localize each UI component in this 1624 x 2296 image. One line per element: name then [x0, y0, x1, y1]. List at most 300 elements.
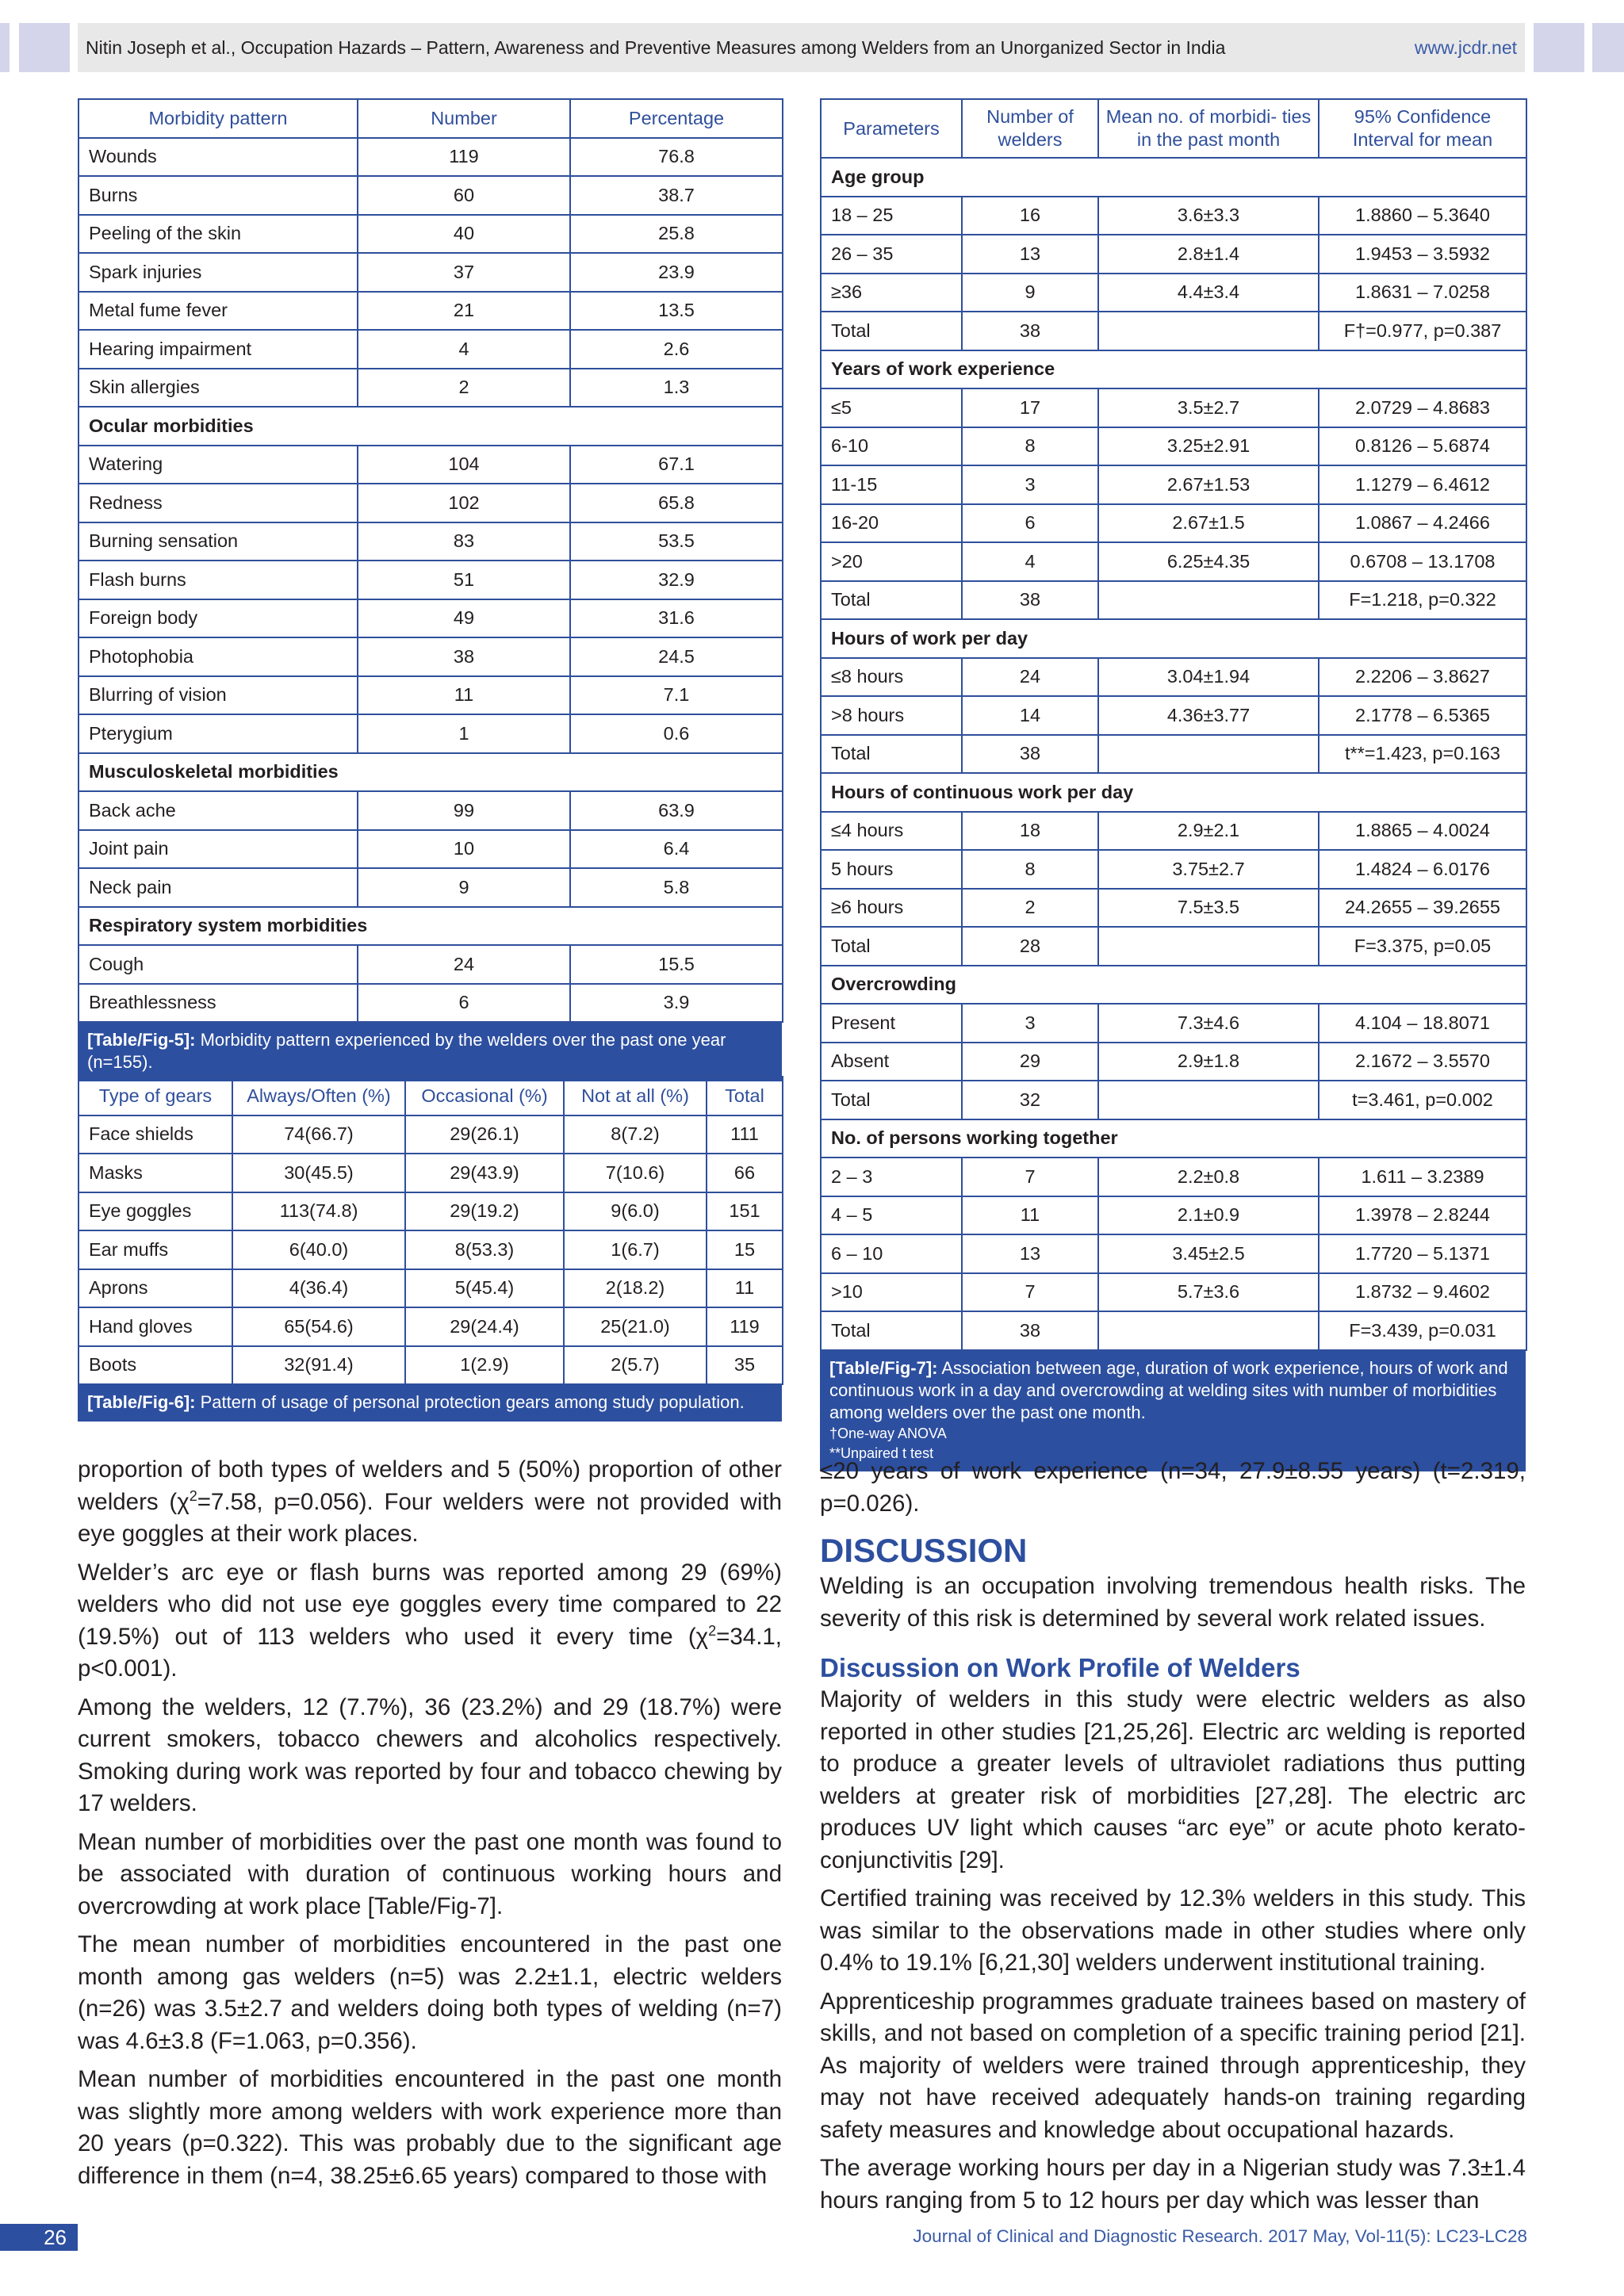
paragraph: Apprenticeship programmes graduate trainees based on mastery of skills, and not based on completion of a specific training period [21]. As majority of welders were trained through apprenticeship, they may not have received adequately hands-on training regarding safety measures and knowledge about occupational hazards.	[820, 1988, 1526, 2143]
table-cell: 15.5	[570, 945, 783, 984]
table-row	[79, 1230, 783, 1269]
table-cell: Eye goggles	[79, 1192, 232, 1231]
table-cell: 24.2655 – 39.2655	[1319, 889, 1526, 928]
table-cell: 1	[358, 714, 570, 753]
table-cell: 7.5±3.5	[1098, 889, 1319, 928]
table-row	[79, 984, 783, 1023]
right-text-column	[820, 1456, 1526, 2223]
table-cell: 31.6	[570, 599, 783, 638]
running-title: Nitin Joseph et al., Occupation Hazards – Pattern, Awareness and Preventive Measures among Welders from an Unorganized Sector in India	[86, 36, 1226, 58]
table-cell: 29	[962, 1043, 1098, 1081]
table-cell: 151	[707, 1192, 783, 1231]
table-caption	[820, 1351, 1526, 1471]
table-row	[821, 542, 1526, 581]
table-cell: Photophobia	[79, 637, 358, 676]
table-row	[79, 676, 783, 715]
table-cell: 5(45.4)	[405, 1269, 564, 1308]
table-cell: 11-15	[821, 465, 962, 504]
table-cell: 11	[358, 676, 570, 715]
table-cell: 51	[358, 561, 570, 599]
table-row	[821, 465, 1526, 504]
table-header: Type of gears	[79, 1077, 232, 1115]
table-cell: 18 – 25	[821, 197, 962, 235]
table-cell: 1.9453 – 3.5932	[1319, 235, 1526, 274]
table-cell: 3.45±2.5	[1098, 1234, 1319, 1273]
table-cell: Neck pain	[79, 868, 358, 907]
table-cell: 3.6±3.3	[1098, 197, 1319, 235]
table-cell: 13	[962, 235, 1098, 274]
table-cell: 4.36±3.77	[1098, 696, 1319, 735]
table-cell: Absent	[821, 1043, 962, 1081]
table-row	[821, 312, 1526, 350]
table-header: Number	[358, 99, 570, 138]
table-header: Always/Often (%)	[232, 1077, 405, 1115]
running-header	[78, 23, 1525, 72]
table-header: Occasional (%)	[405, 1077, 564, 1115]
table-cell: 63.9	[570, 791, 783, 830]
table-cell: 13	[962, 1234, 1098, 1273]
table-header: Mean no. of morbidi- ties in the past month	[1098, 99, 1319, 158]
table-cell: 1.8865 – 4.0024	[1319, 812, 1526, 851]
table-row	[79, 176, 783, 215]
table-cell: F†=0.977, p=0.387	[1319, 312, 1526, 350]
table-section-row	[821, 158, 1526, 197]
table-cell: 3.5±2.7	[1098, 388, 1319, 427]
table-cell: 1.8732 – 9.4602	[1319, 1273, 1526, 1312]
table-cell: 5.8	[570, 868, 783, 907]
table-cell: Back ache	[79, 791, 358, 830]
table-cell: Face shields	[79, 1115, 232, 1154]
table-section-label: Hours of continuous work per day	[821, 773, 1526, 812]
morbidity-pattern-table	[78, 98, 783, 1023]
table-cell: 26 – 35	[821, 235, 962, 274]
table-cell: 38	[962, 581, 1098, 620]
table-cell: Burns	[79, 176, 358, 215]
table-row	[79, 484, 783, 522]
table-cell: >10	[821, 1273, 962, 1312]
table-cell: Breathlessness	[79, 984, 358, 1023]
caption-text: Morbidity pattern experienced by the welders over the past one year (n=155).	[87, 1030, 726, 1072]
table-cell: Watering	[79, 446, 358, 484]
table-cell: 2.1778 – 6.5365	[1319, 696, 1526, 735]
table-cell: 16-20	[821, 504, 962, 543]
table-cell: Boots	[79, 1346, 232, 1385]
table-row	[821, 1311, 1526, 1350]
caption-label: [Table/Fig-5]:	[87, 1030, 196, 1050]
table-cell: ≥36	[821, 274, 962, 312]
table-cell: 38	[962, 1311, 1098, 1350]
table-cell: 3.25±2.91	[1098, 427, 1319, 466]
table-cell: 65.8	[570, 484, 783, 522]
table-fig-5	[78, 98, 782, 1081]
table-section-label: Hours of work per day	[821, 619, 1526, 658]
table-cell: 3.9	[570, 984, 783, 1023]
table-footnote: †One-way ANOVA	[829, 1425, 947, 1441]
table-row	[821, 658, 1526, 697]
table-cell: 40	[358, 215, 570, 254]
table-cell: 5.7±3.6	[1098, 1273, 1319, 1312]
table-cell: 23.9	[570, 253, 783, 292]
table-cell: 24	[962, 658, 1098, 697]
table-caption	[78, 1385, 782, 1422]
table-header: Parameters	[821, 99, 962, 158]
table-cell: 1.7720 – 5.1371	[1319, 1234, 1526, 1273]
table-cell: 3.04±1.94	[1098, 658, 1319, 697]
table-row	[79, 253, 783, 292]
table-cell: 1.4824 – 6.0176	[1319, 850, 1526, 889]
table-row	[821, 889, 1526, 928]
paragraph: Welding is an occupation involving tremendous health risks. The severity of this risk is determined by several work related issues.	[820, 1573, 1526, 1632]
table-section-label: No. of persons working together	[821, 1119, 1526, 1158]
table-cell: 2	[962, 889, 1098, 928]
table-cell: t=3.461, p=0.002	[1319, 1081, 1526, 1119]
table-cell: 10	[358, 830, 570, 869]
table-cell: Total	[821, 581, 962, 620]
paragraph	[78, 1454, 782, 1551]
table-cell: Ear muffs	[79, 1230, 232, 1269]
table-row	[79, 215, 783, 254]
table-cell: 35	[707, 1346, 783, 1385]
table-footnote: **Unpaired t test	[829, 1445, 934, 1461]
table-row	[821, 1081, 1526, 1119]
table-cell: 32(91.4)	[232, 1346, 405, 1385]
table-row	[821, 504, 1526, 543]
table-cell: >20	[821, 542, 962, 581]
table-cell: 66	[707, 1154, 783, 1192]
text: =34.1, p<0.001).	[78, 1623, 782, 1682]
table-cell: Spark injuries	[79, 253, 358, 292]
table-cell: 25(21.0)	[564, 1307, 707, 1346]
table-cell: Redness	[79, 484, 358, 522]
table-cell: 2	[358, 369, 570, 408]
table-row	[79, 945, 783, 984]
table-cell: 104	[358, 446, 570, 484]
table-row	[79, 868, 783, 907]
table-cell: 21	[358, 292, 570, 331]
caption-text: Pattern of usage of personal protection gears among study population.	[200, 1392, 745, 1412]
table-cell: 7.1	[570, 676, 783, 715]
table-cell: 111	[707, 1115, 783, 1154]
table-cell: ≥6 hours	[821, 889, 962, 928]
table-row	[79, 522, 783, 561]
table-cell: 0.8126 – 5.6874	[1319, 427, 1526, 466]
table-row	[821, 927, 1526, 966]
table-cell: 7(10.6)	[564, 1154, 707, 1192]
table-cell: 13.5	[570, 292, 783, 331]
table-cell: 2 – 3	[821, 1158, 962, 1196]
table-row	[79, 446, 783, 484]
table-cell: 83	[358, 522, 570, 561]
protective-gear-table	[78, 1076, 783, 1385]
table-cell: Present	[821, 1004, 962, 1043]
superscript: 2	[189, 1487, 197, 1504]
table-cell: 60	[358, 176, 570, 215]
table-section-label: Respiratory system morbidities	[79, 907, 783, 946]
table-row	[79, 138, 783, 177]
table-cell: Total	[821, 312, 962, 350]
table-cell: 15	[707, 1230, 783, 1269]
table-cell: 2.1672 – 3.5570	[1319, 1043, 1526, 1081]
table-cell: 24.5	[570, 637, 783, 676]
table-cell: 2.2206 – 3.8627	[1319, 658, 1526, 697]
table-section-row	[821, 619, 1526, 658]
table-header: Number of welders	[962, 99, 1098, 158]
table-section-label: Musculoskeletal morbidities	[79, 753, 783, 792]
paragraph: Majority of welders in this study were electric welders as also reported in other studies [21,25,26]. Electric arc welding is reported to produce a greater levels of ultraviolet radiations thus putting welders at greater risk of morbidities [27,28]. The electric arc produces UV light which causes “arc eye” or acute photo kerato-conjunctivitis [29].	[820, 1686, 1526, 1873]
caption-text: Association between age, duration of work experience, hours of work and continuous work in a day and overcrowding at welding sites with number of morbidities among welders over the past one month.	[829, 1357, 1508, 1422]
table-cell	[1098, 1081, 1319, 1119]
table-cell: 3.75±2.7	[1098, 850, 1319, 889]
table-cell	[1098, 1311, 1319, 1350]
table-cell: ≤4 hours	[821, 812, 962, 851]
table-cell: 1.0867 – 4.2466	[1319, 504, 1526, 543]
table-cell: 38	[962, 735, 1098, 774]
table-cell	[1098, 735, 1319, 774]
table-section-label: Years of work experience	[821, 350, 1526, 389]
table-cell: 74(66.7)	[232, 1115, 405, 1154]
table-cell: 119	[358, 138, 570, 177]
table-row	[79, 1307, 783, 1346]
table-section-row	[821, 966, 1526, 1004]
caption-label: [Table/Fig-7]:	[829, 1357, 938, 1378]
table-cell: >8 hours	[821, 696, 962, 735]
table-cell: 8(53.3)	[405, 1230, 564, 1269]
table-cell: 1.611 – 3.2389	[1319, 1158, 1526, 1196]
table-cell: 30(45.5)	[232, 1154, 405, 1192]
table-cell: 16	[962, 197, 1098, 235]
table-cell: 4 – 5	[821, 1196, 962, 1235]
table-cell: 4(36.4)	[232, 1269, 405, 1308]
table-cell: Burning sensation	[79, 522, 358, 561]
table-section-row	[79, 407, 783, 446]
caption-label: [Table/Fig-6]:	[87, 1392, 196, 1412]
table-cell	[1098, 312, 1319, 350]
table-cell: 1.8631 – 7.0258	[1319, 274, 1526, 312]
table-row	[821, 1234, 1526, 1273]
table-cell: Metal fume fever	[79, 292, 358, 331]
table-cell: ≤8 hours	[821, 658, 962, 697]
table-cell: Total	[821, 1311, 962, 1350]
table-section-row	[821, 773, 1526, 812]
header-decoration	[1534, 23, 1584, 72]
table-cell: 29(19.2)	[405, 1192, 564, 1231]
table-row	[79, 330, 783, 369]
table-section-label: Ocular morbidities	[79, 407, 783, 446]
table-cell: 67.1	[570, 446, 783, 484]
table-cell: 6-10	[821, 427, 962, 466]
table-cell: Total	[821, 735, 962, 774]
table-cell: 7	[962, 1158, 1098, 1196]
table-row	[821, 581, 1526, 620]
table-row	[821, 696, 1526, 735]
table-section-row	[79, 753, 783, 792]
table-cell: 6.25±4.35	[1098, 542, 1319, 581]
journal-citation: Journal of Clinical and Diagnostic Research. 2017 May, Vol-11(5): LC23-LC28	[913, 2226, 1527, 2246]
table-row	[79, 1346, 783, 1385]
table-cell: 4.4±3.4	[1098, 274, 1319, 312]
table-cell: 28	[962, 927, 1098, 966]
table-cell: 14	[962, 696, 1098, 735]
table-row	[79, 1269, 783, 1308]
morbidity-association-table	[820, 98, 1527, 1351]
table-fig-7	[820, 98, 1526, 1471]
table-cell: Joint pain	[79, 830, 358, 869]
table-row	[79, 1192, 783, 1231]
superscript: 2	[708, 1622, 717, 1639]
table-cell: 65(54.6)	[232, 1307, 405, 1346]
table-cell: ≤5	[821, 388, 962, 427]
table-row	[79, 561, 783, 599]
table-cell: 7	[962, 1273, 1098, 1312]
table-header: Percentage	[570, 99, 783, 138]
table-row	[821, 735, 1526, 774]
header-decoration	[0, 23, 10, 72]
table-cell: 2.67±1.5	[1098, 504, 1319, 543]
table-cell: 38.7	[570, 176, 783, 215]
table-cell: Total	[821, 1081, 962, 1119]
table-section-row	[821, 350, 1526, 389]
table-cell: 2.2±0.8	[1098, 1158, 1319, 1196]
table-cell: Skin allergies	[79, 369, 358, 408]
table-cell: 2(5.7)	[564, 1346, 707, 1385]
table-cell: 32	[962, 1081, 1098, 1119]
table-caption	[78, 1023, 782, 1081]
table-cell: 24	[358, 945, 570, 984]
table-cell: 119	[707, 1307, 783, 1346]
paragraph	[78, 1557, 782, 1686]
text: =7.58, p=0.056). Four welders were not provided with eye goggles at their work places.	[78, 1488, 782, 1547]
table-cell: 9	[962, 274, 1098, 312]
table-row	[79, 714, 783, 753]
table-cell	[1098, 581, 1319, 620]
table-cell: 49	[358, 599, 570, 638]
table-header: Morbidity pattern	[79, 99, 358, 138]
table-section-row	[821, 1119, 1526, 1158]
table-cell: 8	[962, 427, 1098, 466]
table-cell: Foreign body	[79, 599, 358, 638]
subsection-heading: Discussion on Work Profile of Welders	[820, 1653, 1300, 1682]
table-cell: 2.8±1.4	[1098, 235, 1319, 274]
table-row	[79, 369, 783, 408]
page-number: 26	[0, 2224, 78, 2251]
table-cell: 2.9±1.8	[1098, 1043, 1319, 1081]
table-cell: 1.8860 – 5.3640	[1319, 197, 1526, 235]
table-cell: 6	[962, 504, 1098, 543]
table-row	[821, 1273, 1526, 1312]
table-cell: 11	[707, 1269, 783, 1308]
table-cell: 38	[358, 637, 570, 676]
table-cell: 102	[358, 484, 570, 522]
table-fig-6	[78, 1076, 782, 1422]
table-cell: F=3.375, p=0.05	[1319, 927, 1526, 966]
table-cell: Blurring of vision	[79, 676, 358, 715]
table-header: Total	[707, 1077, 783, 1115]
table-cell: 8	[962, 850, 1098, 889]
table-cell: F=3.439, p=0.031	[1319, 1311, 1526, 1350]
table-row	[821, 1004, 1526, 1043]
table-row	[821, 274, 1526, 312]
table-cell: 0.6708 – 13.1708	[1319, 542, 1526, 581]
table-cell: 2.0729 – 4.8683	[1319, 388, 1526, 427]
paragraph: Mean number of morbidities encountered in the past one month was slightly more among welders with work experience more than 20 years (p=0.322). This was probably due to the significant age difference in them (n=4, 38.25±6.65 years) compared to those with	[78, 2066, 782, 2189]
table-cell: 113(74.8)	[232, 1192, 405, 1231]
table-cell	[1098, 927, 1319, 966]
table-cell: 29(43.9)	[405, 1154, 564, 1192]
table-row	[821, 850, 1526, 889]
table-cell: Cough	[79, 945, 358, 984]
table-cell: 32.9	[570, 561, 783, 599]
table-header: Not at all (%)	[564, 1077, 707, 1115]
paragraph: Certified training was received by 12.3% welders in this study. This was similar to the observations made in other studies where only 0.4% to 19.1% [6,21,30] welders underwent institutional training.	[820, 1885, 1526, 1976]
journal-site-link[interactable]: www.jcdr.net	[1414, 36, 1517, 58]
table-cell: 1.3978 – 2.8244	[1319, 1196, 1526, 1235]
table-cell: Total	[821, 927, 962, 966]
table-cell: 76.8	[570, 138, 783, 177]
text: Welder’s arc eye or flash burns was reported among 29 (69%) welders who did not use eye goggles every time compared to 22 (19.5%) out of 113 welders who used it every time (χ	[78, 1559, 782, 1650]
table-cell: Hand gloves	[79, 1307, 232, 1346]
table-row	[821, 235, 1526, 274]
table-cell: 37	[358, 253, 570, 292]
table-cell: 8(7.2)	[564, 1115, 707, 1154]
table-cell: 3	[962, 1004, 1098, 1043]
table-cell: Masks	[79, 1154, 232, 1192]
table-cell: 4	[962, 542, 1098, 581]
table-row	[821, 197, 1526, 235]
table-cell: 2.6	[570, 330, 783, 369]
table-row	[821, 812, 1526, 851]
table-cell: 25.8	[570, 215, 783, 254]
table-section-label: Age group	[821, 158, 1526, 197]
header-decoration	[19, 23, 70, 72]
left-text-column	[78, 1454, 782, 2198]
table-cell: 1.1279 – 6.4612	[1319, 465, 1526, 504]
paragraph: The mean number of morbidities encountered in the past one month among gas welders (n=5) was 2.2±1.1, electric welders (n=26) was 3.5±2.7 and welders doing both types of welding (n=7) was 4.6±3.8 (F=1.063, p=0.356).	[78, 1931, 782, 2054]
paragraph: Among the welders, 12 (7.7%), 36 (23.2%) and 29 (18.7%) were current smokers, tobacco chewers and alcoholics respectively. Smoking during work was reported by four and tobacco chewing by 17 welders.	[78, 1693, 782, 1816]
table-cell: 6	[358, 984, 570, 1023]
table-row	[79, 830, 783, 869]
table-cell: 6(40.0)	[232, 1230, 405, 1269]
table-row	[821, 1043, 1526, 1081]
table-cell: 0.6	[570, 714, 783, 753]
table-cell: 9(6.0)	[564, 1192, 707, 1231]
table-cell: 53.5	[570, 522, 783, 561]
table-cell: 9	[358, 868, 570, 907]
table-cell: 1(2.9)	[405, 1346, 564, 1385]
text: proportion of both types of welders and 5 (50%) proportion of other welders (χ	[78, 1456, 782, 1515]
table-cell: 1.3	[570, 369, 783, 408]
table-row	[79, 1154, 783, 1192]
table-section-row	[79, 907, 783, 946]
table-row	[821, 1196, 1526, 1235]
section-heading: DISCUSSION	[820, 1532, 1028, 1569]
table-cell: 11	[962, 1196, 1098, 1235]
table-row	[821, 427, 1526, 466]
table-row	[79, 599, 783, 638]
table-cell: Pterygium	[79, 714, 358, 753]
table-row	[79, 292, 783, 331]
table-cell: Wounds	[79, 138, 358, 177]
table-cell: 5 hours	[821, 850, 962, 889]
paragraph: The average working hours per day in a Nigerian study was 7.3±1.4 hours ranging from 5 to 12 hours per day which was lesser than	[820, 2155, 1526, 2214]
table-row	[821, 1158, 1526, 1196]
table-cell: 2(18.2)	[564, 1269, 707, 1308]
table-cell: 2.9±2.1	[1098, 812, 1319, 851]
table-cell: 4.104 – 18.8071	[1319, 1004, 1526, 1043]
table-cell: Peeling of the skin	[79, 215, 358, 254]
table-cell: Hearing impairment	[79, 330, 358, 369]
header-decoration	[1592, 23, 1624, 72]
table-cell: 6.4	[570, 830, 783, 869]
